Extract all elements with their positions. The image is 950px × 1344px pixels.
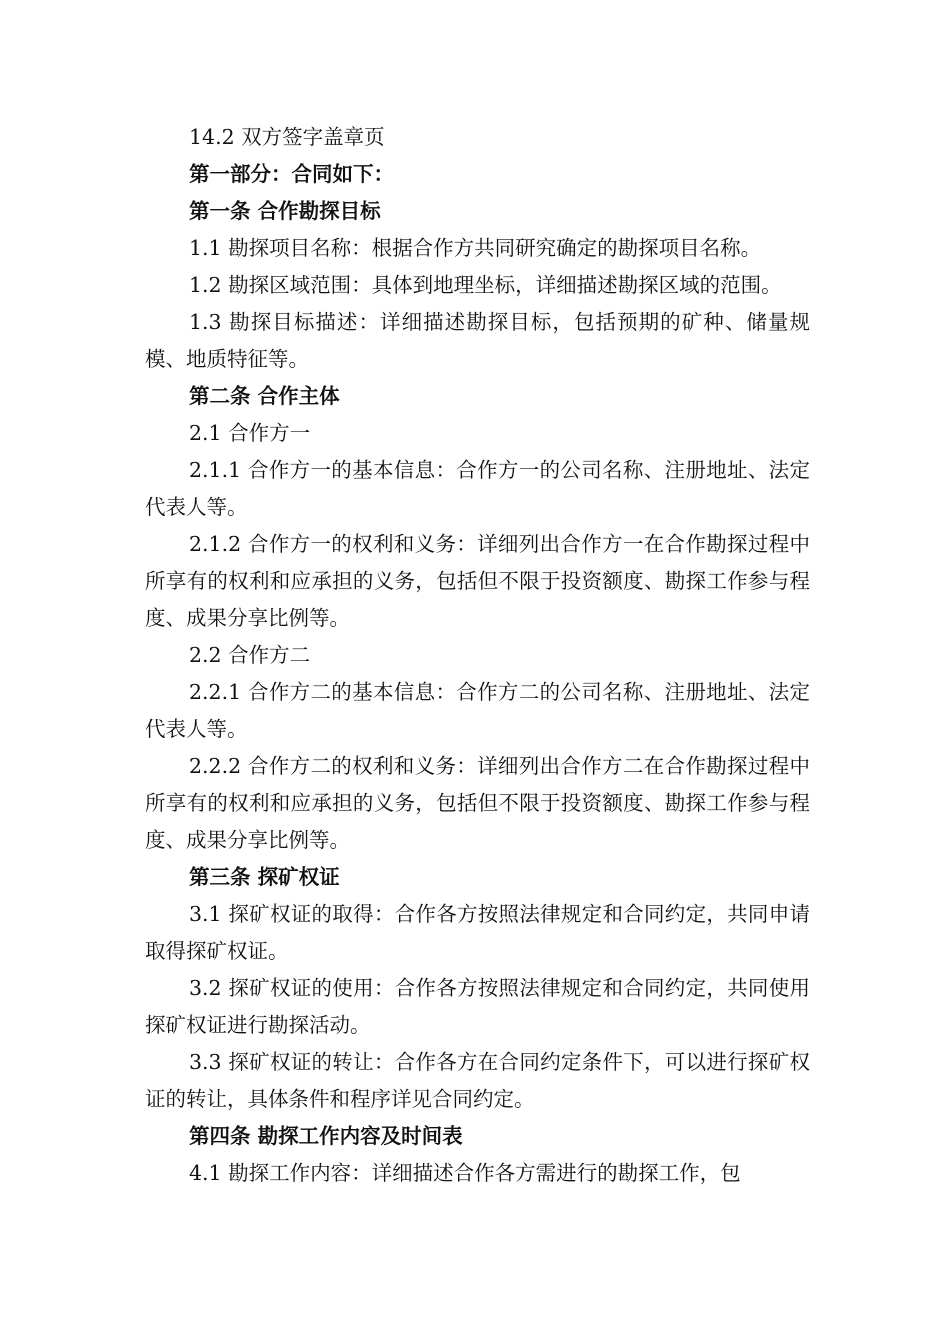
clause-1-1: 1.1 勘探项目名称：根据合作方共同研究确定的勘探项目名称。 (189, 236, 762, 260)
clause-4-1: 4.1 勘探工作内容：详细描述合作各方需进行的勘探工作，包 (189, 1161, 741, 1185)
clause-3-1: 3.1 探矿权证的取得：合作各方按照法律规定和合同约定，共同申请取得探矿权证。 (145, 902, 810, 963)
heading-article-4: 第四条 勘探工作内容及时间表 (189, 1124, 463, 1148)
clause-3-3: 3.3 探矿权证的转让：合作各方在合同约定条件下，可以进行探矿权证的转让，具体条件和程序详见合同约定。 (145, 1050, 810, 1111)
paragraph-signature-page: 14.2 双方签字盖章页 (189, 125, 385, 149)
heading-article-2: 第二条 合作主体 (189, 384, 340, 408)
clause-2-1-2: 2.1.2 合作方一的权利和义务：详细列出合作方一在合作勘探过程中所享有的权利和应承担的义务，包括但不限于投资额度、勘探工作参与程度、成果分享比例等。 (145, 532, 810, 630)
clause-2-1-1: 2.1.1 合作方一的基本信息：合作方一的公司名称、注册地址、法定代表人等。 (145, 458, 810, 519)
clause-2-1: 2.1 合作方一 (189, 421, 311, 445)
document-body (145, 119, 810, 1192)
clause-2-2: 2.2 合作方二 (189, 643, 311, 667)
heading-article-1: 第一条 合作勘探目标 (189, 199, 381, 223)
heading-part-one: 第一部分：合同如下： (189, 162, 394, 186)
clause-2-2-1: 2.2.1 合作方二的基本信息：合作方二的公司名称、注册地址、法定代表人等。 (145, 680, 810, 741)
clause-2-2-2: 2.2.2 合作方二的权利和义务：详细列出合作方二在合作勘探过程中所享有的权利和应承担的义务，包括但不限于投资额度、勘探工作参与程度、成果分享比例等。 (145, 754, 810, 852)
clause-1-2: 1.2 勘探区域范围：具体到地理坐标，详细描述勘探区域的范围。 (189, 273, 782, 297)
clause-3-2: 3.2 探矿权证的使用：合作各方按照法律规定和合同约定，共同使用探矿权证进行勘探活动。 (145, 976, 810, 1037)
clause-1-3: 1.3 勘探目标描述：详细描述勘探目标，包括预期的矿种、储量规模、地质特征等。 (145, 310, 810, 371)
heading-article-3: 第三条 探矿权证 (189, 865, 340, 889)
